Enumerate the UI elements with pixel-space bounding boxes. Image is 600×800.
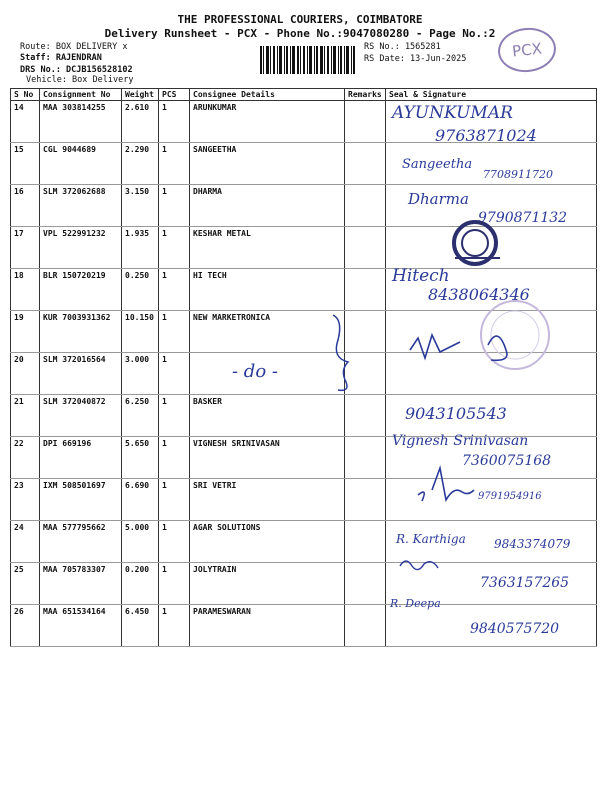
- cell-signature: [386, 437, 597, 479]
- cell-pcs: 1: [159, 353, 190, 395]
- cell-weight: 3.150: [122, 185, 159, 227]
- cell-sno: 24: [11, 521, 40, 563]
- cell-sno: 22: [11, 437, 40, 479]
- signature-18-phone: 8438064346: [428, 285, 530, 304]
- cell-sno: 20: [11, 353, 40, 395]
- cell-consignment: MAA 303814255: [40, 101, 122, 143]
- cell-weight: 10.150: [122, 311, 159, 353]
- vehicle-label: Vehicle: Box Delivery: [26, 75, 134, 85]
- route-label: Route: BOX DELIVERY x: [20, 42, 128, 52]
- cell-sno: 16: [11, 185, 40, 227]
- col-header-signature: Seal & Signature: [386, 89, 597, 101]
- cell-weight: 6.450: [122, 605, 159, 647]
- cell-pcs: 1: [159, 437, 190, 479]
- signature-22-name: Vignesh Srinivasan: [392, 433, 529, 449]
- table-row: [11, 605, 597, 647]
- cell-sno: 18: [11, 269, 40, 311]
- cell-remarks: [345, 395, 386, 437]
- cell-consignment: KUR 7003931362: [40, 311, 122, 353]
- cell-remarks: [345, 311, 386, 353]
- cell-signature: [386, 479, 597, 521]
- rs-date: RS Date: 13-Jun-2025: [364, 54, 467, 64]
- cell-weight: 1.935: [122, 227, 159, 269]
- cell-consignment: DPI 669196: [40, 437, 122, 479]
- signature-24-phone: 9843374079: [494, 537, 571, 551]
- table-row: [11, 563, 597, 605]
- cell-consignment: IXM 508501697: [40, 479, 122, 521]
- cell-consignee: HI TECH: [190, 269, 345, 311]
- table-row: [11, 101, 597, 143]
- cell-weight: 3.000: [122, 353, 159, 395]
- cell-consignee: JOLYTRAIN: [190, 563, 345, 605]
- cell-consignment: VPL 522991232: [40, 227, 122, 269]
- cell-consignment: SLM 372040872: [40, 395, 122, 437]
- cell-weight: 5.000: [122, 521, 159, 563]
- rs-number: RS No.: 1565281: [364, 42, 441, 52]
- cell-consignee: SANGEETHA: [190, 143, 345, 185]
- cell-sno: 17: [11, 227, 40, 269]
- cell-remarks: [345, 437, 386, 479]
- col-header-consignment: Consignment No: [40, 89, 122, 101]
- cell-pcs: 1: [159, 479, 190, 521]
- cell-weight: 2.610: [122, 101, 159, 143]
- cell-weight: 0.250: [122, 269, 159, 311]
- cell-signature: [386, 395, 597, 437]
- cell-signature: [386, 227, 597, 269]
- cell-consignee: ARUNKUMAR: [190, 101, 345, 143]
- cell-consignment: BLR 150720219: [40, 269, 122, 311]
- cell-signature: [386, 185, 597, 227]
- cell-consignment: CGL 9044689: [40, 143, 122, 185]
- cell-pcs: 1: [159, 605, 190, 647]
- signature-16-phone: 9790871132: [478, 210, 568, 226]
- cell-remarks: [345, 605, 386, 647]
- cell-remarks: [345, 353, 386, 395]
- cell-consignee: SRI VETRI: [190, 479, 345, 521]
- cell-remarks: [345, 479, 386, 521]
- cell-remarks: [345, 521, 386, 563]
- runsheet-table: [10, 88, 597, 647]
- table-row: [11, 143, 597, 185]
- cell-consignment: MAA 577795662: [40, 521, 122, 563]
- signature-15-phone: 7708911720: [483, 168, 553, 181]
- signature-26-phone: 9840575720: [470, 621, 560, 637]
- cell-sno: 15: [11, 143, 40, 185]
- table-header-row: [11, 89, 597, 101]
- cell-signature: [386, 143, 597, 185]
- cell-signature: [386, 269, 597, 311]
- cell-signature: [386, 521, 597, 563]
- cell-sno: 21: [11, 395, 40, 437]
- cell-weight: 5.650: [122, 437, 159, 479]
- cell-consignee: PARAMESWARAN: [190, 605, 345, 647]
- signature-23-phone: 9791954916: [478, 491, 542, 502]
- barcode: [260, 46, 355, 74]
- cell-remarks: [345, 143, 386, 185]
- cell-signature: [386, 101, 597, 143]
- col-header-pcs: PCS: [159, 89, 190, 101]
- table-row: [11, 521, 597, 563]
- staff-label: Staff: RAJENDRAN: [20, 53, 102, 63]
- cell-weight: 6.250: [122, 395, 159, 437]
- company-title: THE PROFESSIONAL COURIERS, COIMBATORE: [177, 13, 423, 26]
- signature-15-name: Sangeetha: [402, 157, 473, 172]
- signature-21-phone: 9043105543: [405, 404, 507, 423]
- signature-26-name: R. Deepa: [390, 597, 441, 610]
- table-row: [11, 437, 597, 479]
- signature-18-name: Hitech: [392, 266, 450, 286]
- cell-pcs: 1: [159, 101, 190, 143]
- table-row: [11, 311, 597, 353]
- cell-sno: 26: [11, 605, 40, 647]
- pcx-stamp: PCX: [496, 25, 558, 75]
- signature-25-phone: 7363157265: [480, 575, 570, 591]
- runsheet-title: Delivery Runsheet - PCX - Phone No.:9047080280 - Page No.:2: [104, 27, 496, 40]
- cell-signature: [386, 563, 597, 605]
- cell-consignee: BASKER: [190, 395, 345, 437]
- col-header-weight: Weight: [122, 89, 159, 101]
- cell-consignment: MAA 651534164: [40, 605, 122, 647]
- cell-weight: 2.290: [122, 143, 159, 185]
- cell-pcs: 1: [159, 563, 190, 605]
- cell-remarks: [345, 101, 386, 143]
- table-row: [11, 185, 597, 227]
- cell-signature: [386, 353, 597, 395]
- signature-14-phone: 9763871024: [435, 126, 537, 145]
- signature-14-name: AYUNKUMAR: [392, 103, 513, 123]
- cell-pcs: 1: [159, 143, 190, 185]
- cell-pcs: 1: [159, 227, 190, 269]
- row-20-ditto: - do -: [232, 361, 278, 382]
- table-row: [11, 395, 597, 437]
- cell-remarks: [345, 227, 386, 269]
- signature-16-name: Dharma: [408, 190, 469, 208]
- cell-pcs: 1: [159, 311, 190, 353]
- cell-weight: 6.690: [122, 479, 159, 521]
- cell-sno: 23: [11, 479, 40, 521]
- table-row: [11, 227, 597, 269]
- cell-remarks: [345, 563, 386, 605]
- cell-consignment: SLM 372016564: [40, 353, 122, 395]
- col-header-remarks: Remarks: [345, 89, 386, 101]
- cell-consignee: VIGNESH SRINIVASAN: [190, 437, 345, 479]
- cell-remarks: [345, 269, 386, 311]
- cell-sno: 25: [11, 563, 40, 605]
- cell-consignee: DHARMA: [190, 185, 345, 227]
- cell-pcs: 1: [159, 521, 190, 563]
- table-row: [11, 269, 597, 311]
- col-header-sno: S No: [11, 89, 40, 101]
- cell-pcs: 1: [159, 185, 190, 227]
- signature-24-name: R. Karthiga: [396, 532, 466, 546]
- cell-consignee: AGAR SOLUTIONS: [190, 521, 345, 563]
- cell-pcs: 1: [159, 269, 190, 311]
- cell-consignee: KESHAR METAL: [190, 227, 345, 269]
- cell-consignment: MAA 705783307: [40, 563, 122, 605]
- cell-weight: 0.200: [122, 563, 159, 605]
- cell-consignee: NEW MARKETRONICA: [190, 311, 345, 353]
- drs-number: DRS No.: DCJB156528102: [20, 65, 133, 75]
- cell-consignment: SLM 372062688: [40, 185, 122, 227]
- cell-sno: 14: [11, 101, 40, 143]
- cell-signature: [386, 605, 597, 647]
- signature-22-phone: 7360075168: [462, 453, 552, 469]
- cell-signature: [386, 311, 597, 353]
- table-row: [11, 353, 597, 395]
- cell-remarks: [345, 185, 386, 227]
- cell-sno: 19: [11, 311, 40, 353]
- table-row: [11, 479, 597, 521]
- col-header-consignee: Consignee Details: [190, 89, 345, 101]
- cell-consignee: [190, 353, 345, 395]
- cell-pcs: 1: [159, 395, 190, 437]
